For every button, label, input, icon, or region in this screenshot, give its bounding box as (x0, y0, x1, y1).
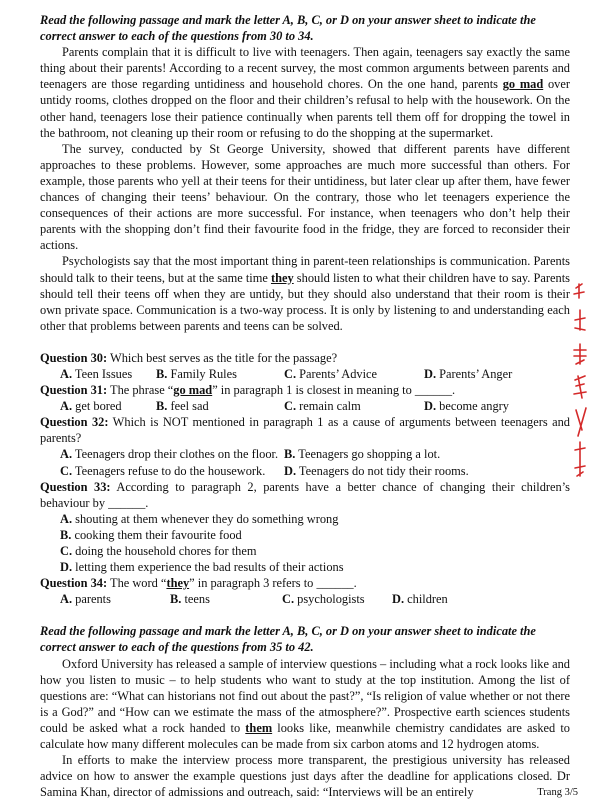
section1-instruction: Read the following passage and mark the letter A, B, C, or D on your answer sheet to indicate the correct answer to each of the questions from 30 to 34. (40, 13, 536, 44)
option-a[interactable]: A. get bored (60, 399, 122, 414)
red-stamp-mark (570, 280, 594, 500)
section2-instruction: Read the following passage and mark the letter A, B, C, or D on your answer sheet to indicate the correct answer to each of the questions from 35 to 42. (40, 624, 536, 655)
passage1-paragraph1: Parents complain that it is difficult to live with teenagers. Then again, teenagers say exactly the same thing about their parents! According to a recent survey, the most common arguments between parents and teenagers are those regarding untidiness and household chores. On the one hand, parents go mad over untidy rooms, clothes dropped on the floor and their children’s refusal to help with the housework. On the other hand, teenagers lose their patience continually when parents tell them off for dropping the towel in the bathroom, not cleaning up their room or refusing to do the shopping at the supermarket. (40, 45, 570, 140)
option-d[interactable]: D. children (392, 592, 448, 607)
question-34: Question 34: The word “they” in paragraph 3 refers to ______. (40, 576, 357, 591)
question-34-options (40, 591, 570, 607)
question-31-options (40, 398, 570, 414)
emphasized-word-them: them (245, 720, 273, 735)
passage2-paragraph1: Oxford University has released a sample of interview questions – including what a rock looks like and how you listen to music – to help students who want to study at the top institution. Among the list of questions are: “What can historians not find out about the past?”, “Is religion of value whether or not there is a God?” and “How can we estimate the mass of the atmosphere?”. Prospective earth sciences students could be asked what a rock handed to them looks like, meanwhile chemistry candidates are asked to calculate how many different molecules can be made from six carbon atoms and 12 hydrogen atoms. (40, 656, 570, 752)
page-number: Trang 3/5 (537, 787, 578, 798)
passage1-paragraph3: Psychologists say that the most important thing in parent-teen relationships is communication. Parents should talk to their teens, but at the same time they should listen to what their children have to say. Parents should tell their teens off when they are untidy, but they should also understand that their room is their own private space. Communication is a two-way process. It is only by listening to and understanding each other that problems between parents and teens can be solved. (40, 254, 570, 333)
emphasized-word-they: they (166, 576, 190, 591)
question-32: Question 32: Which is NOT mentioned in paragraph 1 as a cause of arguments between teenagers and parents? (40, 415, 570, 446)
question-30: Question 30: Which best serves as the title for the passage? (40, 350, 338, 365)
question-label: Question 34: (40, 576, 108, 591)
option-c[interactable]: C. remain calm (284, 399, 361, 414)
option-b[interactable]: B. feel sad (156, 399, 209, 414)
option-d[interactable]: D. Parents’ Anger (424, 366, 513, 381)
option-a[interactable]: A. Teenagers drop their clothes on the floor. (60, 447, 279, 462)
option-a[interactable]: A. parents (60, 592, 111, 607)
question-label: Question 33: (40, 479, 111, 494)
option-d[interactable]: D. Teenagers do not tidy their rooms. (284, 463, 469, 478)
question-32-options (40, 446, 570, 478)
passage1-paragraph2: The survey, conducted by St George University, showed that different parents have different approaches to these problems. However, some approaches are much more successful than others. For example, those parents who yell at their teens for their untidiness, but later clear up after them, have fewer chances of changing their teens’ behaviour. On the contrary, those who let teenagers experience the consequences of their actions are more successful. For instance, when teenagers who don’t help their parents with the shopping don’t find their favourite food in the fridge, they are forced to reconsider their actions. (40, 141, 570, 253)
passage2-paragraph2: In efforts to make the interview process more transparent, the prestigious university has released advice on how to answer the example questions just days after the deadline for applications closed. Dr Samina Khan, director of admissions and outreach, said: “Interviews will be an entirely (40, 753, 570, 800)
question-30-options (40, 366, 570, 382)
option-c[interactable]: C. psychologists (282, 592, 365, 607)
option-b[interactable]: B. Teenagers go shopping a lot. (284, 447, 441, 462)
question-33-options (40, 511, 570, 575)
option-b[interactable]: B. Family Rules (156, 366, 237, 381)
emphasized-word-they: they (270, 270, 294, 285)
option-a[interactable]: A. Teen Issues (60, 366, 133, 381)
option-b[interactable]: B. teens (170, 592, 210, 607)
option-c[interactable]: C. doing the household chores for them (60, 544, 257, 558)
emphasized-phrase-go-mad: go mad (173, 383, 213, 398)
question-33: Question 33: According to paragraph 2, parents have a better chance of changing their children’s behaviour by ______. (40, 479, 570, 510)
question-label: Question 30: (40, 350, 108, 365)
option-c[interactable]: C. Teenagers refuse to do the housework. (60, 463, 266, 478)
question-label: Question 31: (40, 383, 108, 398)
option-b[interactable]: B. cooking them their favourite food (60, 527, 242, 542)
emphasized-phrase-go-mad: go mad (502, 77, 544, 92)
option-d[interactable]: D. letting them experience the bad results of their actions (60, 560, 344, 575)
question-31: Question 31: The phrase “go mad” in paragraph 1 is closest in meaning to ______. (40, 383, 456, 398)
option-d[interactable]: D. become angry (424, 399, 509, 414)
exam-page (40, 12, 570, 800)
question-label: Question 32: (40, 415, 109, 430)
option-c[interactable]: C. Parents’ Advice (284, 366, 378, 381)
option-a[interactable]: A. shouting at them whenever they do something wrong (60, 511, 339, 526)
